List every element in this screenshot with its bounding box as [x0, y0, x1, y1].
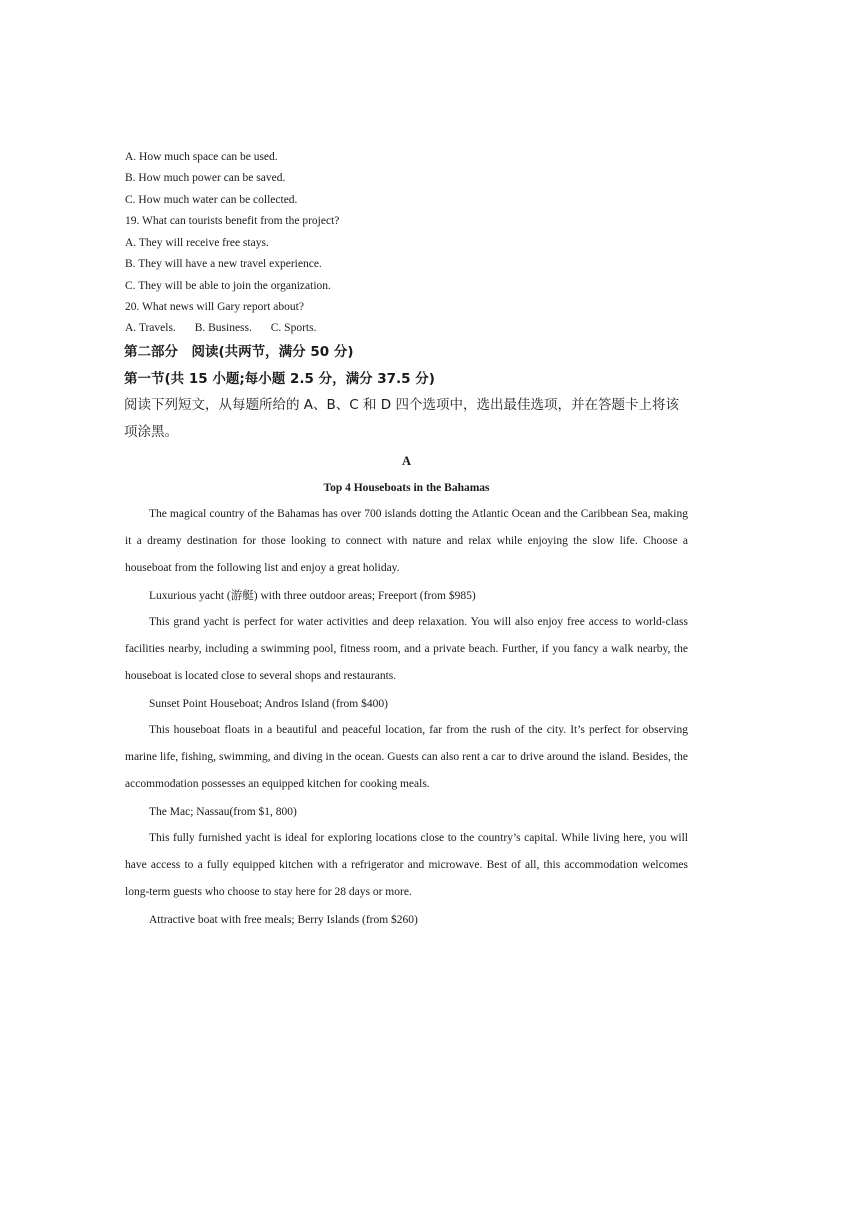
passage-title: Top 4 Houseboats in the Bahamas	[323, 482, 490, 494]
q19-question: 19. What can tourists benefit from the project?	[125, 215, 340, 227]
item-4-heading: Attractive boat with free meals; Berry Islands (from $260)	[149, 914, 418, 926]
q19-option-a: A. They will receive free stays.	[125, 237, 269, 249]
q18-option-b: B. How much power can be saved.	[125, 172, 286, 184]
q20-options	[125, 321, 332, 335]
q20-option-a: A. Travels.	[125, 322, 176, 334]
q20-option-c: C. Sports.	[270, 322, 317, 334]
instruction: 阅读下列短文，从每题所给的 A、B、C 和 D 四个选项中，选出最佳选项，并在答题卡上将该项涂黑。	[124, 397, 679, 440]
item-2-body: This houseboat floats in a beautiful and peaceful location, far from the rush of the city. It’s perfect for observing marine life, fishing, swimming, and diving in the ocean. Guests can also rent a car to drive around the island. Besides, the accommodation possesses an equipped kitchen for cooking meals.	[125, 724, 688, 790]
q19-option-b: B. They will have a new travel experience.	[125, 258, 322, 270]
item-3-body: This fully furnished yacht is ideal for exploring locations close to the country’s capital. While living here, you will have access to a fully equipped kitchen with a refrigerator and microwave. Best of all, this accommodation welcomes long-term guests who choose to stay here for 28 days or more.	[125, 832, 688, 898]
section-title: 第一节(共 15 小题;每小题 2.5 分，满分 37.5 分)	[124, 371, 435, 387]
part-title: 第二部分 阅读(共两节，满分 50 分)	[124, 344, 354, 360]
passage-letter: A	[401, 454, 412, 468]
item-2-heading: Sunset Point Houseboat; Andros Island (from $400)	[149, 698, 388, 710]
item-3-heading: The Mac; Nassau(from $1, 800)	[149, 806, 297, 818]
q20-question: 20. What news will Gary report about?	[125, 301, 304, 313]
q19-option-c: C. They will be able to join the organization.	[125, 280, 331, 292]
q18-option-a: A. How much space can be used.	[125, 151, 278, 163]
item-1-body: This grand yacht is perfect for water activities and deep relaxation. You will also enjoy free access to world-class facilities nearby, including a swimming pool, fitness room, and a private beach. Further, if you fancy a walk nearby, the houseboat is located close to several shops and restaurants.	[125, 616, 688, 682]
q18-option-c: C. How much water can be collected.	[125, 194, 298, 206]
item-1-heading: Luxurious yacht (游艇) with three outdoor areas; Freeport (from $985)	[149, 590, 476, 602]
q20-option-b: B. Business.	[194, 322, 252, 334]
intro-paragraph: The magical country of the Bahamas has over 700 islands dotting the Atlantic Ocean and the Caribbean Sea, making it a dreamy destination for those looking to connect with nature and relax while enjoying the slow life. Choose a houseboat from the following list and enjoy a great holiday.	[125, 508, 688, 574]
